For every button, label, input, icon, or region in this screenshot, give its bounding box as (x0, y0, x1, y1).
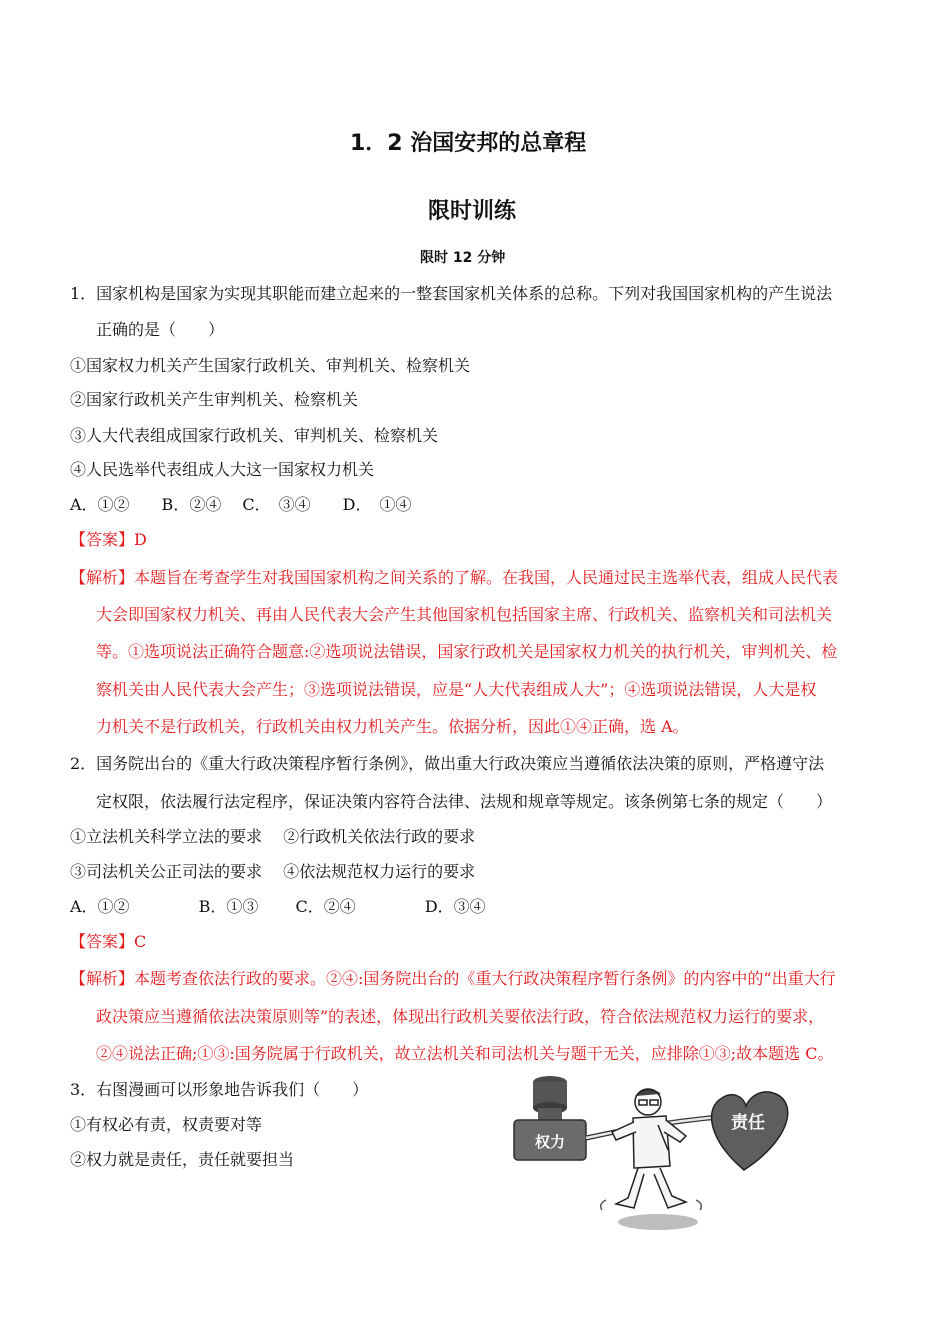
q1-analysis-line-5: 力机关不是行政机关，行政机关由权力机关产生。依据分析，因此①④正确，选 A。 (96, 717, 689, 736)
q2-stem-line-1: 2．国务院出台的《重大行政决策程序暂行条例》，做出重大行政决策应当遵循依法决策的原则，严格遵守法 (70, 754, 825, 773)
q1-analysis-line-3: 等。①选项说法正确符合题意:②选项说法错误，国家行政机关是国家权力机关的执行机关，审判机关、检 (96, 642, 838, 661)
q2-choices: A．①② B．①③ C．②④ D．③④ (70, 897, 486, 916)
time-limit: 限时 12 分钟 (420, 250, 506, 266)
q1-option-3: ③人大代表组成国家行政机关、审判机关、检察机关 (70, 426, 439, 445)
q2-analysis-line-2: 政决策应当遵循依法决策原则等”的表述，体现出行政机关要依法行政，符合依法规范权力运行的要求， (96, 1007, 825, 1026)
power-weight (514, 1076, 586, 1160)
q1-analysis-line-2: 大会即国家权力机关、再由人民代表大会产生其他国家机包括国家主席、行政机关、监察机关和司法机关 (96, 605, 833, 624)
q3-stem: 3．右图漫画可以形象地告诉我们（ ） (70, 1080, 369, 1099)
q2-options-1-2: ①立法机关科学立法的要求 ②行政机关依法行政的要求 (70, 827, 476, 846)
motion-mark-right (696, 1200, 701, 1210)
q3-option-2: ②权力就是责任，责任就要担当 (70, 1150, 295, 1169)
q1-analysis-line-1: 【解析】本题旨在考查学生对我国国家机构之间关系的了解。在我国，人民通过民主选举代表，组成人民代表 (70, 568, 839, 587)
q2-analysis-line-3: ②④说法正确;①③:国务院属于行政机关，故立法机关和司法机关与题干无关，应排除①③;故本题选 C。 (96, 1044, 834, 1063)
q1-analysis-line-4: 察机关由人民代表大会产生；③选项说法错误，应是“人大代表组成人大”；④选项说法错误，人大是权 (96, 680, 817, 699)
q1-stem-line-2: 正确的是（ ） (96, 320, 225, 339)
q1-choices: A．①② B．②④ C． ③④ D． ①④ (70, 495, 412, 514)
motion-mark-left (601, 1200, 606, 1210)
page-title: 1．2 治国安邦的总章程 (350, 131, 587, 156)
q3-option-1: ①有权必有责，权责要对等 (70, 1115, 263, 1134)
q1-option-2: ②国家行政机关产生审判机关、检察机关 (70, 390, 359, 409)
q1-answer: 【答案】D (70, 530, 147, 549)
q2-answer: 【答案】C (70, 932, 147, 951)
q2-analysis-line-1: 【解析】本题考查依法行政的要求。②④:国务院出台的《重大行政决策程序暂行条例》的内容中的“出重大行 (70, 969, 836, 988)
section-subtitle: 限时训练 (428, 199, 517, 224)
q2-stem-line-2: 定权限，依法履行法定程序，保证决策内容符合法律、法规和规章等规定。该条例第七条的规定（ ） (96, 792, 833, 811)
q1-option-1: ①国家权力机关产生国家行政机关、审判机关、检察机关 (70, 356, 471, 375)
ground-shadow (618, 1214, 698, 1230)
q1-option-4: ④人民选举代表组成人大这一国家权力机关 (70, 460, 375, 479)
q1-stem-line-1: 1．国家机构是国家为实现其职能而建立起来的一整套国家机关体系的总称。下列对我国国家机构的产生说法 (70, 284, 833, 303)
duty-label: 责任 (731, 1113, 765, 1133)
power-label: 权力 (534, 1133, 566, 1151)
official-figure (612, 1089, 686, 1208)
cartoon-illustration (508, 1070, 808, 1235)
q2-options-3-4: ③司法机关公正司法的要求 ④依法规范权力运行的要求 (70, 862, 476, 881)
duty-heart (712, 1092, 788, 1170)
